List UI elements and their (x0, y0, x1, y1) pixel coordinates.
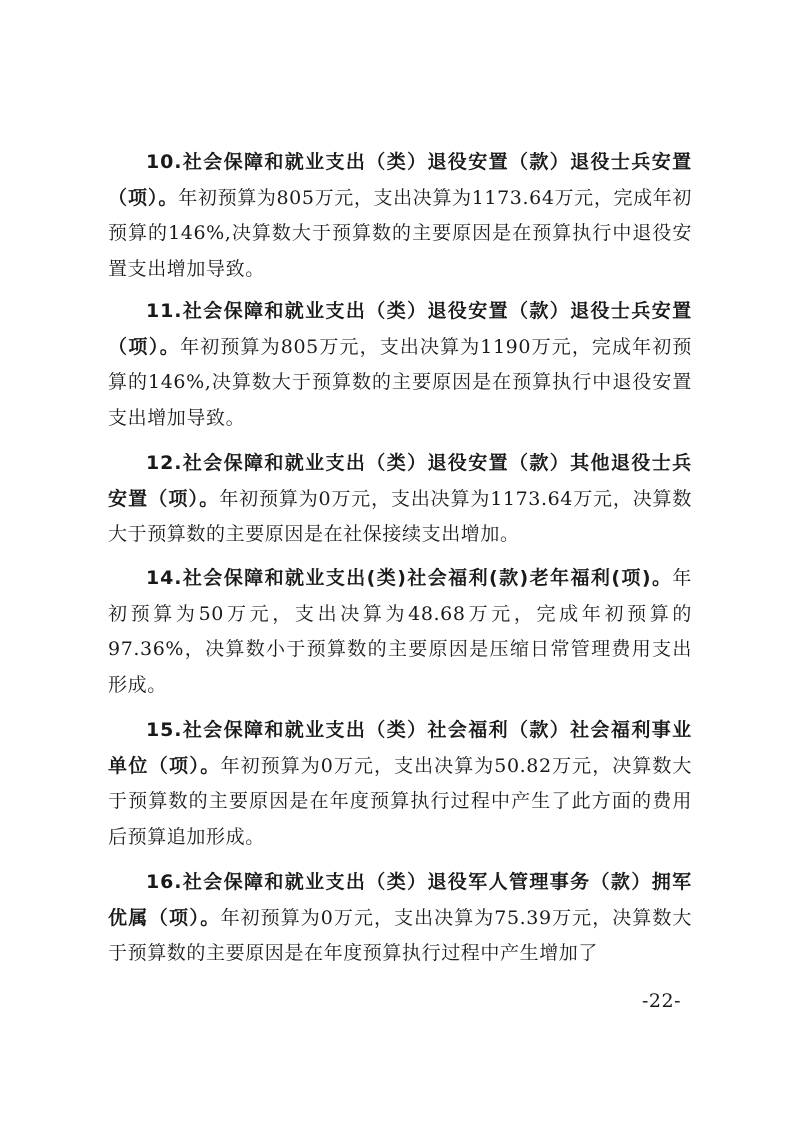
paragraph-heading: 14.社会保障和就业支出(类)社会福利(款)老年福利(项)。 (146, 567, 673, 589)
paragraph-heading: 10.社会保障和就业支出（类）退役安置（款）退役士兵安置（项）。 (108, 151, 692, 209)
paragraph-body: 年初预算为50万元，支出决算为48.68万元，完成年初预算的97.36%，决算数小于预算数的主要原因是压缩日常管理费用支出形成。 (108, 567, 692, 696)
page-number: -22- (642, 990, 682, 1012)
paragraph-body: 年初预算为805万元，支出决算为1190万元，完成年初预算的146%,决算数大于预算数的主要原因是在预算执行中退役安置支出增加导致。 (108, 335, 693, 429)
paragraph-body: 年初预算为805万元，支出决算为1173.64万元，完成年初预算的146%,决算数大于预算数的主要原因是在预算执行中退役安置支出增加导致。 (108, 186, 692, 280)
paragraph-heading: 12.社会保障和就业支出（类）退役安置（款）其他退役士兵安置（项）。 (108, 452, 692, 510)
paragraph-11 (108, 294, 692, 436)
paragraph-heading: 16.社会保障和就业支出（类）退役军人管理事务（款）拥军优属（项）。 (108, 871, 692, 929)
paragraph-15 (108, 713, 692, 855)
paragraph-14 (108, 561, 692, 703)
paragraph-heading: 11.社会保障和就业支出（类）退役安置（款）退役士兵安置（项）。 (108, 300, 692, 358)
paragraph-body: 年初预算为0万元，支出决算为50.82万元，决算数大于预算数的主要原因是在年度预算执行过程中产生了此方面的费用后预算追加形成。 (108, 754, 692, 848)
paragraph-10 (108, 145, 692, 287)
paragraph-16 (108, 865, 692, 972)
paragraph-body: 年初预算为0万元，支出决算为75.39万元，决算数大于预算数的主要原因是在年度预算执行过程中产生增加了 (108, 906, 692, 964)
paragraph-heading: 15.社会保障和就业支出（类）社会福利（款）社会福利事业单位（项）。 (108, 719, 692, 777)
paragraph-12 (108, 446, 692, 553)
paragraph-body: 年初预算为0万元，支出决算为1173.64万元，决算数大于预算数的主要原因是在社保接续支出增加。 (108, 487, 692, 545)
